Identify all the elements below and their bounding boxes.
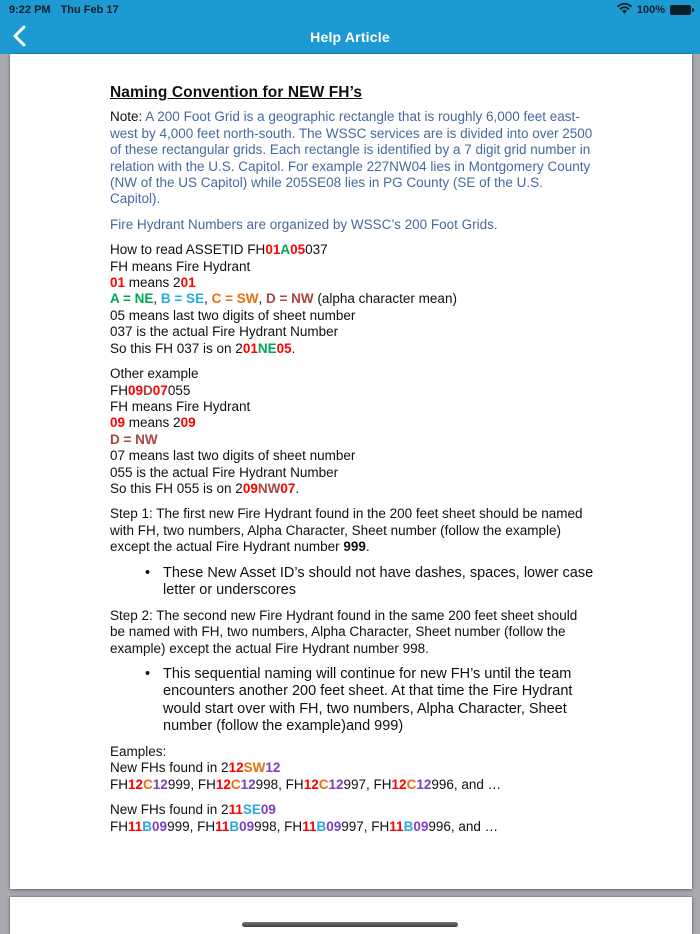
text-segment: Step 2: The second new Fire Hydrant found in the same 200 feet sheet should be named with FH, two numbers, Alpha Character, Sheet number (follow the example) except the actual Fire Hydrant number 998.	[110, 607, 578, 656]
text-segment: 055	[167, 382, 191, 398]
text-segment: 12	[303, 776, 319, 792]
article-body	[10, 54, 692, 835]
status-right	[617, 3, 691, 17]
bullet-text	[163, 666, 594, 735]
text-line	[110, 432, 594, 448]
text-segment: 997, FH	[341, 818, 390, 834]
text-segment: 07 means last two digits of sheet number	[110, 448, 356, 464]
text-segment: 12	[215, 776, 231, 792]
wifi-icon	[617, 3, 632, 17]
text-segment: This sequential naming will continue for new FH’s until the team encounters another 200 feet sheet. At that time the Fire Hydrant would start over with FH, two numbers, Alpha Character, Sheet number (follow the example)and 999)	[163, 666, 573, 734]
text-segment: ,	[153, 291, 161, 307]
status-bar	[0, 0, 700, 20]
text-segment: Other example	[110, 366, 199, 382]
text-segment: 999, FH	[167, 818, 216, 834]
bullet-item	[145, 666, 594, 735]
text-line	[110, 415, 594, 431]
document-page[interactable]	[10, 54, 692, 889]
text-segment: 12	[416, 776, 432, 792]
text-segment: FH means Fire Hydrant	[110, 258, 251, 274]
text-segment: means 2	[125, 415, 181, 431]
text-segment: 01	[242, 340, 258, 356]
text-segment: 09	[152, 818, 168, 834]
text-segment: 09	[326, 818, 342, 834]
text-line	[110, 481, 594, 497]
bullet-text	[163, 565, 594, 599]
status-date: Thu Feb 17	[60, 4, 119, 16]
line-group	[110, 242, 594, 357]
text-segment: A 200 Foot Grid is a geographic rectangle that is roughly 6,000 feet east-west by 4,000 feet north-south. The WSSC services are is divided into over 2500 of these rectangular grids. Each rectangle is identified by a 7 digit grid number in relation with the U.S. Capitol. For example 227NW04 lies in Montgomery County (NW of the US Capitol) while 205SE08 lies in PG County (SE of the U.S. Capitol).	[110, 109, 593, 207]
text-line	[110, 324, 594, 340]
text-segment: D = NW	[110, 431, 158, 447]
text-segment: C	[143, 776, 153, 792]
bullet-item	[145, 565, 594, 599]
text-line	[110, 291, 594, 307]
text-segment: (alpha character mean)	[313, 291, 457, 307]
text-segment: SE	[242, 802, 261, 818]
text-segment: 12	[240, 776, 256, 792]
text-segment: Naming Convention for NEW FH’s	[110, 84, 363, 101]
text-segment: 05	[290, 242, 306, 258]
text-segment: B	[403, 818, 414, 834]
document-next-page[interactable]	[10, 897, 692, 934]
text-segment: 01	[110, 275, 126, 291]
status-left	[9, 4, 119, 16]
line-group	[110, 802, 594, 835]
text-segment: 12	[328, 776, 344, 792]
text-segment: 11	[389, 818, 404, 834]
nav-bar	[0, 20, 700, 54]
text-segment: C	[406, 776, 417, 792]
text-segment: 997, FH	[343, 776, 392, 792]
text-line	[110, 465, 594, 481]
text-segment: B	[316, 818, 327, 834]
text-segment: NE	[257, 340, 277, 356]
text-segment: 01	[180, 275, 196, 291]
text-segment: 09	[180, 415, 196, 431]
text-segment: ,	[258, 291, 266, 307]
text-segment: B	[142, 818, 153, 834]
text-segment: 999	[343, 539, 366, 555]
text-line	[110, 744, 594, 760]
text-segment: New FHs found in 2	[110, 802, 229, 818]
bullet-marker: •	[145, 666, 151, 683]
text-segment: 09	[413, 818, 429, 834]
text-line	[110, 802, 594, 818]
text-line	[110, 448, 594, 464]
text-segment: ,	[204, 291, 212, 307]
text-segment: 05 means last two digits of sheet number	[110, 307, 356, 323]
text-segment: 999, FH	[167, 776, 216, 792]
text-line	[110, 760, 594, 776]
text-line	[110, 819, 594, 835]
text-line	[110, 242, 594, 258]
text-segment: How to read ASSETID FH	[110, 242, 266, 258]
text-segment: 998, FH	[254, 818, 303, 834]
text-segment: FH means Fire Hydrant	[110, 398, 251, 414]
text-segment: 09	[110, 415, 126, 431]
text-segment: These New Asset ID’s should not have dashes, spaces, lower case letter or underscores	[163, 564, 594, 598]
battery-icon	[670, 5, 691, 15]
status-time: 9:22 PM	[9, 4, 51, 16]
text-line	[110, 777, 594, 793]
text-segment: .	[365, 539, 370, 555]
text-segment: 05	[276, 340, 292, 356]
text-segment: C = SW	[211, 291, 259, 307]
text-segment: B	[229, 818, 240, 834]
text-segment: Eamples:	[110, 744, 167, 759]
text-segment: NW	[257, 480, 281, 496]
text-line	[110, 259, 594, 275]
text-line	[110, 308, 594, 324]
home-indicator[interactable]	[242, 922, 458, 927]
back-button[interactable]	[4, 22, 34, 52]
text-segment: 996, and …	[431, 776, 502, 792]
article-title	[110, 85, 594, 101]
back-chevron-icon	[13, 25, 26, 50]
text-segment: 12	[228, 760, 244, 776]
text-segment: A	[280, 242, 291, 258]
bullet-marker: •	[145, 564, 151, 581]
text-segment: means 2	[125, 275, 181, 291]
text-segment: 11	[228, 802, 243, 818]
text-segment: A = NE	[110, 291, 154, 307]
text-segment: 055 is the actual Fire Hydrant Number	[110, 464, 339, 480]
text-segment: D	[143, 382, 153, 398]
line-group	[110, 744, 594, 793]
text-segment: 12	[152, 776, 168, 792]
paragraph	[110, 109, 594, 207]
text-segment: Step 1: The first new Fire Hydrant found in the 200 feet sheet should be named with FH, two numbers, Alpha Character, Sheet number (follow the example) except the actual Fire Hydrant number	[110, 506, 583, 555]
text-line	[110, 399, 594, 415]
text-line	[110, 366, 594, 382]
text-segment: So this FH 055 is on 2	[110, 480, 243, 496]
text-segment: Fire Hydrant Numbers are organized by WSSC’s 200 Foot Grids.	[110, 216, 498, 232]
line-group	[110, 366, 594, 497]
text-segment: SW	[243, 760, 266, 776]
text-line	[110, 341, 594, 357]
text-line	[110, 383, 594, 399]
text-segment: 12	[391, 776, 407, 792]
text-segment: 11	[215, 818, 230, 834]
page-title: Help Article	[310, 29, 390, 45]
text-line	[110, 275, 594, 291]
text-segment: C	[230, 776, 241, 792]
text-segment: 996, and …	[428, 818, 499, 834]
text-segment: 07	[280, 480, 296, 496]
text-segment: 11	[302, 818, 317, 834]
text-segment: 11	[128, 818, 143, 834]
text-segment: .	[295, 480, 300, 496]
text-segment: 09	[260, 802, 276, 818]
text-segment: 037 is the actual Fire Hydrant Number	[110, 324, 339, 340]
paragraph	[110, 608, 594, 657]
text-segment: C	[318, 776, 329, 792]
text-segment: 09	[242, 480, 258, 496]
paragraph	[110, 217, 594, 233]
text-segment: Note:	[110, 109, 146, 125]
text-segment: So this FH 037 is on 2	[110, 340, 243, 356]
text-segment: New FHs found in 2	[110, 760, 229, 776]
text-segment: FH	[110, 776, 128, 792]
text-segment: B = SE	[160, 291, 205, 307]
text-segment: D = NW	[265, 291, 314, 307]
text-segment: 037	[305, 242, 328, 258]
text-segment: 998, FH	[255, 776, 304, 792]
paragraph	[110, 506, 594, 555]
text-segment: 01	[265, 242, 281, 258]
text-segment: 12	[265, 760, 281, 776]
text-segment: 09	[128, 382, 144, 398]
text-segment: FH	[110, 818, 128, 834]
text-segment: 12	[128, 776, 144, 792]
text-segment: .	[291, 340, 296, 356]
text-segment: 09	[239, 818, 255, 834]
battery-percent: 100%	[636, 4, 665, 16]
text-segment: FH	[110, 382, 128, 398]
text-segment: 07	[152, 382, 168, 398]
